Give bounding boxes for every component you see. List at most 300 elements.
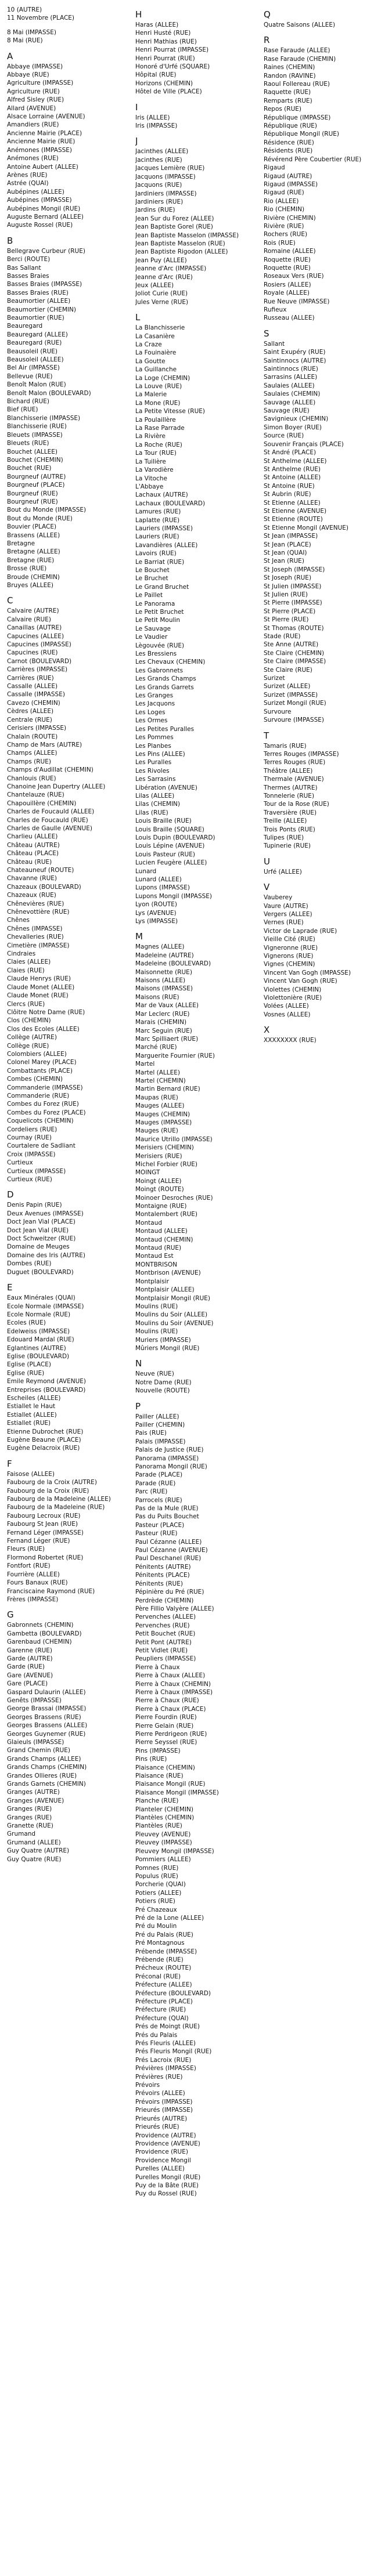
street-name: Mar de Vaux (ALLEE) — [135, 1002, 199, 1010]
street-name: Tupinerie (RUE) — [264, 842, 311, 850]
section-letter: X — [264, 1025, 270, 1036]
street-name: XXXXXXXX (RUE) — [264, 1037, 317, 1044]
street-name: Alsace Lorraine (AVENUE) — [7, 113, 85, 121]
street-name: Préfecture (BOULEVARD) — [135, 1989, 211, 1997]
street-name: Lavoirs (RUE) — [135, 550, 177, 558]
street-name: Paul Cézanne (AVENUE) — [135, 1547, 208, 1554]
street-name: Plaisance (CHEMIN) — [135, 1764, 195, 1771]
street-name: Lauriers (RUE) — [135, 533, 179, 541]
street-name: Bel Air (IMPASSE) — [7, 364, 60, 372]
street-name: Marguerite Fournier (RUE) — [135, 1052, 215, 1059]
street-name: Chazeaux (RUE) — [7, 892, 56, 899]
street-name: Fours Banaux (RUE) — [7, 1579, 68, 1587]
street-name: Carrières (IMPASSE) — [7, 666, 68, 674]
street-name: Abbaye (IMPASSE) — [7, 63, 63, 70]
street-name: Cassalle (IMPASSE) — [7, 691, 65, 699]
street-name: St Jean (PLACE) — [264, 541, 311, 548]
street-name: Lyon (ROUTE) — [135, 901, 178, 909]
street-name: Parade (RUE) — [135, 1479, 176, 1487]
street-name: La Guillanche — [135, 366, 177, 374]
street-name: Jacinthes (ALLEE) — [135, 148, 189, 155]
street-name: Sallant — [264, 340, 285, 348]
street-name: Bourgneuf (PLACE) — [7, 482, 65, 489]
street-name: Auguste Bernard (ALLEE) — [7, 213, 84, 220]
street-name: Beausoleil (ALLEE) — [7, 356, 64, 364]
street-name: Mauges (RUE) — [135, 1127, 178, 1135]
street-name: Faubourg de la Croix (AUTRE) — [7, 1479, 97, 1486]
street-name: Thermale (AVENUE) — [264, 776, 324, 783]
street-name: Cournay (RUE) — [7, 1134, 52, 1141]
street-name: Guy Quatre (AUTRE) — [7, 1847, 70, 1855]
street-name: Urfé (ALLEE) — [264, 868, 302, 875]
street-name: Le Paillet — [135, 592, 163, 599]
street-name: Maisons (RUE) — [135, 993, 179, 1001]
street-name: Auguste Rossel (RUE) — [7, 222, 73, 229]
street-name: Broude (CHEMIN) — [7, 573, 60, 581]
street-name: Perdrède (CHEMIN) — [135, 1597, 194, 1604]
street-name: Romaine (ALLEE) — [264, 248, 316, 255]
street-name: Combattants (PLACE) — [7, 1067, 73, 1074]
street-name: Pré Chazeaux — [135, 1906, 177, 1913]
street-name: Combes du Forez (PLACE) — [7, 1109, 86, 1116]
street-list — [264, 742, 385, 851]
street-name: Claude Monet (RUE) — [7, 992, 69, 1000]
street-name: Prés Lacroix (RUE) — [135, 2056, 192, 2064]
street-name: Calvaire (AUTRE) — [7, 607, 59, 615]
street-name: Pailler (CHEMIN) — [135, 1421, 185, 1428]
street-name: Louis Braille (RUE) — [135, 817, 192, 825]
street-name: Ancienne Mairie (RUE) — [7, 138, 75, 146]
street-name: Maisons (IMPASSE) — [135, 985, 193, 993]
street-name: Russeau (ALLEE) — [264, 314, 315, 322]
street-list — [7, 1621, 128, 1864]
street-name: Granges (RUE) — [7, 1814, 52, 1821]
street-name: Glaieuls (IMPASSE) — [7, 1739, 64, 1746]
street-name: Bout du Monde (IMPASSE) — [7, 506, 87, 514]
section-letter: R — [264, 35, 270, 46]
street-name: Trois Ponts (RUE) — [264, 826, 315, 833]
street-name: Rivière (CHEMIN) — [264, 214, 316, 222]
street-name: Le Bruchet — [135, 575, 168, 583]
street-name: Lavandières (ALLEE) — [135, 541, 198, 549]
street-name: Madeleine (BOULEVARD) — [135, 960, 211, 968]
street-name: La Fouinaière — [135, 349, 177, 357]
street-name: Doct Schweitzer (RUE) — [7, 1235, 76, 1243]
street-name: Les Bressiens — [135, 650, 177, 658]
street-name: Chapouillère (CHEMIN) — [7, 799, 77, 807]
street-name: MOINGT — [135, 1169, 160, 1177]
street-name: Ste Claire (IMPASSE) — [264, 658, 326, 665]
street-name: St Etienne (ALLEE) — [264, 499, 321, 506]
street-name: Claude Henrys (RUE) — [7, 975, 71, 983]
street-name: Préfecture (ALLEE) — [135, 1981, 192, 1989]
street-name: Eglantines (AUTRE) — [7, 1344, 66, 1352]
street-name: Jean Baptiste Masselon (RUE) — [135, 240, 225, 247]
street-name: Simon Boyer (RUE) — [264, 424, 322, 431]
street-name: Terres Rouges (IMPASSE) — [264, 750, 339, 758]
street-name: Le Panorama — [135, 600, 175, 607]
street-name: Pré du Moulin — [135, 1923, 177, 1930]
street-name: Moingt (ALLEE) — [135, 1177, 182, 1185]
street-name: Porcherie (QUAI) — [135, 1881, 186, 1888]
street-name: Préfecture (QUAI) — [135, 2014, 189, 2022]
street-name: Grumand (ALLEE) — [7, 1839, 61, 1846]
street-name: MONTBRISON — [135, 1261, 177, 1268]
street-name: Pleuvey (IMPASSE) — [135, 1839, 192, 1847]
street-name: Prébende (RUE) — [135, 1956, 184, 1963]
street-name: Grand Chemin (RUE) — [7, 1747, 70, 1754]
street-name: Parc (RUE) — [135, 1488, 168, 1496]
street-name: Ste Claire (CHEMIN) — [264, 649, 325, 657]
letter-section — [7, 51, 128, 230]
street-name: Laplatte (RUE) — [135, 516, 180, 524]
street-name: Saint Exupéry (RUE) — [264, 349, 326, 356]
street-name: Frères (IMPASSE) — [7, 1595, 59, 1603]
street-name: Garde (RUE) — [7, 1663, 45, 1671]
street-name: Domaine des Iris (AUTRE) — [7, 1251, 86, 1259]
street-name: Faubourg St Jean (RUE) — [7, 1521, 78, 1528]
street-name: La Poulaillère — [135, 416, 176, 424]
street-name: Charles de Foucauld (RUE) — [7, 816, 88, 824]
street-name: Petit Vidlet (RUE) — [135, 1647, 188, 1654]
street-name: Petit Pont (AUTRE) — [135, 1638, 192, 1646]
street-name: Courtalere de Sadliant — [7, 1142, 75, 1150]
street-name: Pas du Puits Bouchet — [135, 1513, 199, 1521]
street-name: Marc Seguin (RUE) — [135, 1027, 192, 1034]
street-name: Aubépines (IMPASSE) — [7, 197, 72, 204]
street-name: La Malerie — [135, 391, 167, 399]
street-name: Grands Garnets (CHEMIN) — [7, 1781, 86, 1788]
street-name: Mûriers Mongil (RUE) — [135, 1344, 200, 1352]
street-name: Prévoirs (ALLEE) — [135, 2090, 185, 2097]
street-name: St Etienne Mongil (AVENUE) — [264, 524, 349, 531]
street-name: Les Petites Puralles — [135, 725, 195, 733]
street-name: Panorama (IMPASSE) — [135, 1455, 199, 1462]
street-name: Le Petit Bruchet — [135, 609, 184, 616]
street-name: Jean Baptiste Masselon (IMPASSE) — [135, 231, 239, 239]
street-name: Repos (RUE) — [264, 106, 301, 113]
street-name: Granges (RUE) — [7, 1806, 52, 1813]
street-name: Lachaux (AUTRE) — [135, 491, 188, 499]
letter-section — [7, 1189, 128, 1276]
street-name: Jacques Lemière (RUE) — [135, 165, 205, 172]
street-name: Les Gabronnets — [135, 667, 184, 674]
street-list — [7, 247, 128, 590]
street-name: Petit Bouchet (RUE) — [135, 1630, 196, 1638]
street-name: Pierre à Chaux (ALLEE) — [135, 1672, 206, 1680]
street-name: Cassalle (ALLEE) — [7, 683, 58, 690]
street-name: Lunard (ALLEE) — [135, 876, 182, 883]
street-name: Pénitents (RUE) — [135, 1580, 183, 1587]
street-name: Jardiniers (IMPASSE) — [135, 190, 197, 197]
street-name: Les Granges — [135, 692, 174, 700]
letter-section — [264, 328, 385, 725]
street-name: Lamures (RUE) — [135, 508, 181, 516]
street-name: Iris (IMPASSE) — [135, 122, 178, 130]
street-name: Garenne (RUE) — [7, 1647, 53, 1654]
street-name: Eugène Beaune (PLACE) — [7, 1437, 81, 1443]
street-name: Grands Champs (CHEMIN) — [7, 1764, 87, 1771]
street-name: Agriculture (RUE) — [7, 88, 60, 95]
street-name: Chanoine Jean Dupertry (ALLEE) — [7, 783, 106, 790]
street-name: Chênevottière (RUE) — [7, 909, 70, 916]
street-name: Ecoles (RUE) — [7, 1319, 46, 1327]
section-letter: V — [264, 882, 270, 893]
street-name: La Petite Vitesse (RUE) — [135, 408, 205, 415]
street-name: Bout du Monde (RUE) — [7, 515, 73, 522]
street-name: Roquette (RUE) — [264, 264, 311, 272]
street-name: Pépinière du Pré (RUE) — [135, 1589, 204, 1596]
street-name: République (RUE) — [264, 122, 318, 130]
street-name: Bellegrave Curbeur (RUE) — [7, 247, 85, 255]
street-name: Cordeliers (RUE) — [7, 1126, 57, 1133]
street-name: Rigaud (RUE) — [264, 189, 304, 197]
street-name: Pierre Seyssel (RUE) — [135, 1739, 197, 1746]
street-name: Prébende (IMPASSE) — [135, 1948, 197, 1955]
street-name: Grumand — [7, 1830, 36, 1838]
street-name: Pré du Palais (RUE) — [135, 1931, 193, 1938]
street-name: Doct Jean Vial (RUE) — [7, 1227, 69, 1234]
street-name: Terres Rouges (RUE) — [264, 759, 326, 766]
street-name: Peupliers (IMPASSE) — [135, 1655, 196, 1663]
street-name: Rufieux — [264, 306, 287, 313]
street-name: Coquelicots (CHEMIN) — [7, 1117, 74, 1125]
street-name: Souvenir Français (PLACE) — [264, 440, 344, 448]
street-name: Brassens (ALLEE) — [7, 531, 60, 539]
street-name: Lilas (CHEMIN) — [135, 801, 180, 808]
street-name: Capucines (ALLEE) — [7, 632, 64, 640]
street-name: Survoure — [264, 708, 292, 715]
street-name: Les Pins (ALLEE) — [135, 750, 185, 758]
street-name: Doct Jean Vial (PLACE) — [7, 1218, 75, 1226]
street-name: Lilas (ALLEE) — [135, 792, 175, 799]
street-name: Savignieux (CHEMIN) — [264, 415, 329, 423]
street-list — [7, 1470, 128, 1604]
section-letter: H — [135, 9, 142, 20]
street-name: Roseaux Vers (RUE) — [264, 273, 324, 280]
street-name: Préfecture (RUE) — [135, 2006, 186, 2014]
street-name: Roquette (RUE) — [264, 256, 311, 263]
street-name: Claude Monet (ALLEE) — [7, 983, 75, 991]
street-name: Montalembert (RUE) — [135, 1211, 197, 1218]
street-name: Curtieux — [7, 1159, 33, 1167]
street-name: République Mongil (RUE) — [264, 131, 340, 138]
street-name: Bourgneuf (AUTRE) — [7, 473, 66, 480]
letter-section — [264, 856, 385, 876]
street-name: Tonnelerie (RUE) — [264, 792, 315, 799]
street-name: Calvaire (RUE) — [7, 616, 51, 623]
street-name: Louis Dupin (BOULEVARD) — [135, 834, 215, 841]
section-letter: S — [264, 328, 269, 339]
street-name: Ste Anne (AUTRE) — [264, 641, 319, 649]
street-name: Prés de Moingt (RUE) — [135, 2023, 200, 2031]
street-name: Résidence (RUE) — [264, 139, 314, 146]
street-name: Jacquons (IMPASSE) — [135, 173, 196, 180]
street-name: Prévières (IMPASSE) — [135, 2065, 196, 2072]
letter-section — [135, 136, 257, 306]
street-name: Berci (ROUTE) — [7, 256, 51, 263]
street-name: Pervenches (ALLEE) — [135, 1613, 196, 1621]
street-name: Surizet Mongil (RUE) — [264, 700, 326, 707]
street-name: Chalain (ROUTE) — [7, 733, 58, 740]
street-name: Prévoirs (IMPASSE) — [135, 2098, 193, 2105]
street-name: Allard (AVENUE) — [7, 104, 56, 112]
street-name: Martin Bernard (RUE) — [135, 1086, 200, 1093]
letter-section — [264, 882, 385, 1019]
street-list — [264, 46, 385, 322]
street-name: Plaisance Mongil (IMPASSE) — [135, 1789, 219, 1796]
street-name: Résidents (RUE) — [264, 147, 313, 155]
street-name: Neuve (RUE) — [135, 1370, 174, 1378]
street-list — [7, 1201, 128, 1276]
street-name: Maisons (ALLEE) — [135, 977, 186, 985]
street-name: Jean Puy (ALLEE) — [135, 256, 187, 264]
street-name: Bouchet (ALLEE) — [7, 448, 57, 455]
letter-section — [7, 595, 128, 1184]
street-name: Montplaisir Mongil (RUE) — [135, 1294, 211, 1302]
index-column-3 — [264, 6, 385, 2576]
street-name: Jeanne d'Arc (RUE) — [135, 273, 193, 281]
street-name: Prés Fleuris (ALLEE) — [135, 2040, 196, 2047]
street-name: Blanchisserie (IMPASSE) — [7, 414, 81, 422]
street-name: Plaisance Mongil (RUE) — [135, 1781, 206, 1788]
street-name: Clos (CHEMIN) — [7, 1017, 51, 1025]
street-name: St Thomas (ROUTE) — [264, 624, 324, 632]
street-name: Sauvage (ALLEE) — [264, 399, 316, 406]
street-name: Champs d'Audillat (CHEMIN) — [7, 766, 93, 774]
street-name: Fernand Léger (RUE) — [7, 1537, 70, 1545]
street-name: Prieurés (RUE) — [135, 2123, 179, 2131]
street-name: Pomnes (RUE) — [135, 1864, 179, 1872]
street-name: Prieurés (AUTRE) — [135, 2115, 188, 2122]
street-name: Vigneronne (RUE) — [264, 944, 318, 951]
street-name: Nouvelle (ROUTE) — [135, 1387, 190, 1395]
street-name: Carnot (BOULEVARD) — [7, 657, 72, 665]
street-name: Stade (RUE) — [264, 633, 301, 641]
street-name: Bouvier (PLACE) — [7, 523, 57, 531]
section-letter: C — [7, 595, 13, 606]
street-name: Pasteur (PLACE) — [135, 1521, 185, 1529]
street-name: Charles de Foucauld (ALLEE) — [7, 808, 95, 816]
street-name: Colonel Marey (PLACE) — [7, 1059, 77, 1066]
street-name: Grandes Ollieres (RUE) — [7, 1772, 77, 1779]
letter-section — [7, 28, 128, 45]
street-name: Rio (ALLEE) — [264, 197, 299, 205]
street-list — [264, 21, 385, 29]
street-list — [135, 1370, 257, 1395]
street-name: Bretagne (RUE) — [7, 556, 55, 564]
letter-section — [7, 1282, 128, 1453]
street-name: La Goutte — [135, 357, 166, 365]
section-letter: D — [7, 1189, 14, 1200]
street-name: Carrières (RUE) — [7, 674, 54, 682]
street-name: Pré de la Lone (ALLEE) — [135, 1914, 204, 1922]
street-name: 11 Novembre (PLACE) — [7, 15, 75, 22]
street-name: Pais (RUE) — [135, 1430, 167, 1437]
street-name: St Jean (IMPASSE) — [264, 533, 318, 540]
street-name: Père Fillio Valyère (ALLEE) — [135, 1605, 214, 1612]
street-name: Capucines (IMPASSE) — [7, 641, 71, 649]
street-name: Charlieu (ALLEE) — [7, 833, 58, 841]
street-name: Duguet (BOULEVARD) — [7, 1268, 74, 1276]
street-name: Les Ormes — [135, 717, 168, 725]
street-name: Jules Verne (RUE) — [135, 298, 189, 306]
street-name: La Rase Parrade — [135, 425, 185, 432]
street-name: Faubourg de la Madeleine (RUE) — [7, 1504, 105, 1511]
street-name: Victor de Laprade (RUE) — [264, 927, 337, 935]
street-name: Fleurs (RUE) — [7, 1546, 45, 1553]
street-name: Moingt (ROUTE) — [135, 1186, 184, 1193]
street-name: Collège (AUTRE) — [7, 1034, 57, 1041]
street-name: Lucien Feugère (ALLEE) — [135, 859, 207, 867]
street-name: St André (PLACE) — [264, 449, 317, 457]
street-name: Louis Braille (SQUARE) — [135, 826, 204, 833]
street-name: Saintinnocs (AUTRE) — [264, 357, 326, 364]
street-name: Champs (RUE) — [7, 758, 51, 765]
street-list — [264, 868, 385, 876]
street-name: Merisiers (CHEMIN) — [135, 1144, 194, 1152]
street-name: 8 Mai (RUE) — [7, 37, 43, 45]
street-name: Montaigne (RUE) — [135, 1203, 187, 1210]
street-name: Entreprises (BOULEVARD) — [7, 1386, 86, 1394]
street-name: Martel (ALLEE) — [135, 1069, 180, 1076]
street-name: St Etienne (AVENUE) — [264, 507, 327, 515]
letter-section — [135, 312, 257, 925]
street-name: Plaisance (RUE) — [135, 1772, 184, 1780]
street-name: République (IMPASSE) — [264, 114, 331, 121]
street-name: Thermes (AUTRE) — [264, 784, 318, 791]
street-name: La Blanchisserie — [135, 324, 185, 332]
street-name: Jardins (RUE) — [135, 207, 175, 214]
street-name: Charles de Gaulle (AVENUE) — [7, 824, 92, 832]
street-name: Surizet (ALLEE) — [264, 683, 311, 690]
street-name: Traversière (RUE) — [264, 809, 317, 816]
street-name: Pénitents (PLACE) — [135, 1572, 190, 1579]
street-name: Quatre Saisons (ALLEE) — [264, 21, 336, 28]
street-name: Lupons Mongil (IMPASSE) — [135, 892, 213, 900]
street-name: Théâtre (ALLEE) — [264, 767, 313, 775]
street-name: Source (RUE) — [264, 432, 304, 440]
street-name: George Brassai (IMPASSE) — [7, 1705, 87, 1713]
street-name: Pailler (ALLEE) — [135, 1413, 179, 1420]
letter-section — [264, 9, 385, 29]
street-name: Etienne Dubrochet (RUE) — [7, 1428, 84, 1435]
street-name: Les Sarrasins — [135, 776, 176, 783]
street-name: Hôtel de Ville (PLACE) — [135, 88, 202, 96]
street-name: Purelles (ALLEE) — [135, 2165, 185, 2173]
street-name: Cindraies — [7, 950, 36, 958]
street-name: Pommiers (ALLEE) — [135, 1856, 191, 1864]
street-name: Henri Husté (RUE) — [135, 30, 191, 37]
street-name: Bourgneuf (RUE) — [7, 490, 58, 497]
street-name: Domaine de Meuges — [7, 1243, 70, 1251]
letter-section — [264, 730, 385, 851]
street-name: Panorama Mongil (RUE) — [135, 1463, 207, 1470]
street-name: Chênes (IMPASSE) — [7, 925, 63, 932]
street-name: Combes (CHEMIN) — [7, 1076, 63, 1083]
street-name: Fourrière (ALLEE) — [7, 1571, 60, 1578]
section-letter: B — [7, 235, 13, 246]
street-name: Anémones (IMPASSE) — [7, 146, 73, 154]
street-name: La Loge (CHEMIN) — [135, 374, 190, 382]
street-name: Beaumortier (CHEMIN) — [7, 306, 76, 313]
street-name: Les Loges — [135, 708, 166, 716]
street-name: Montbrison (AVENUE) — [135, 1269, 201, 1277]
street-name: Violettonière (RUE) — [264, 994, 322, 1002]
street-name: Rue Neuve (IMPASSE) — [264, 298, 330, 305]
street-name: Gare (AVENUE) — [7, 1671, 53, 1679]
street-name: Rigaud (AUTRE) — [264, 172, 312, 180]
